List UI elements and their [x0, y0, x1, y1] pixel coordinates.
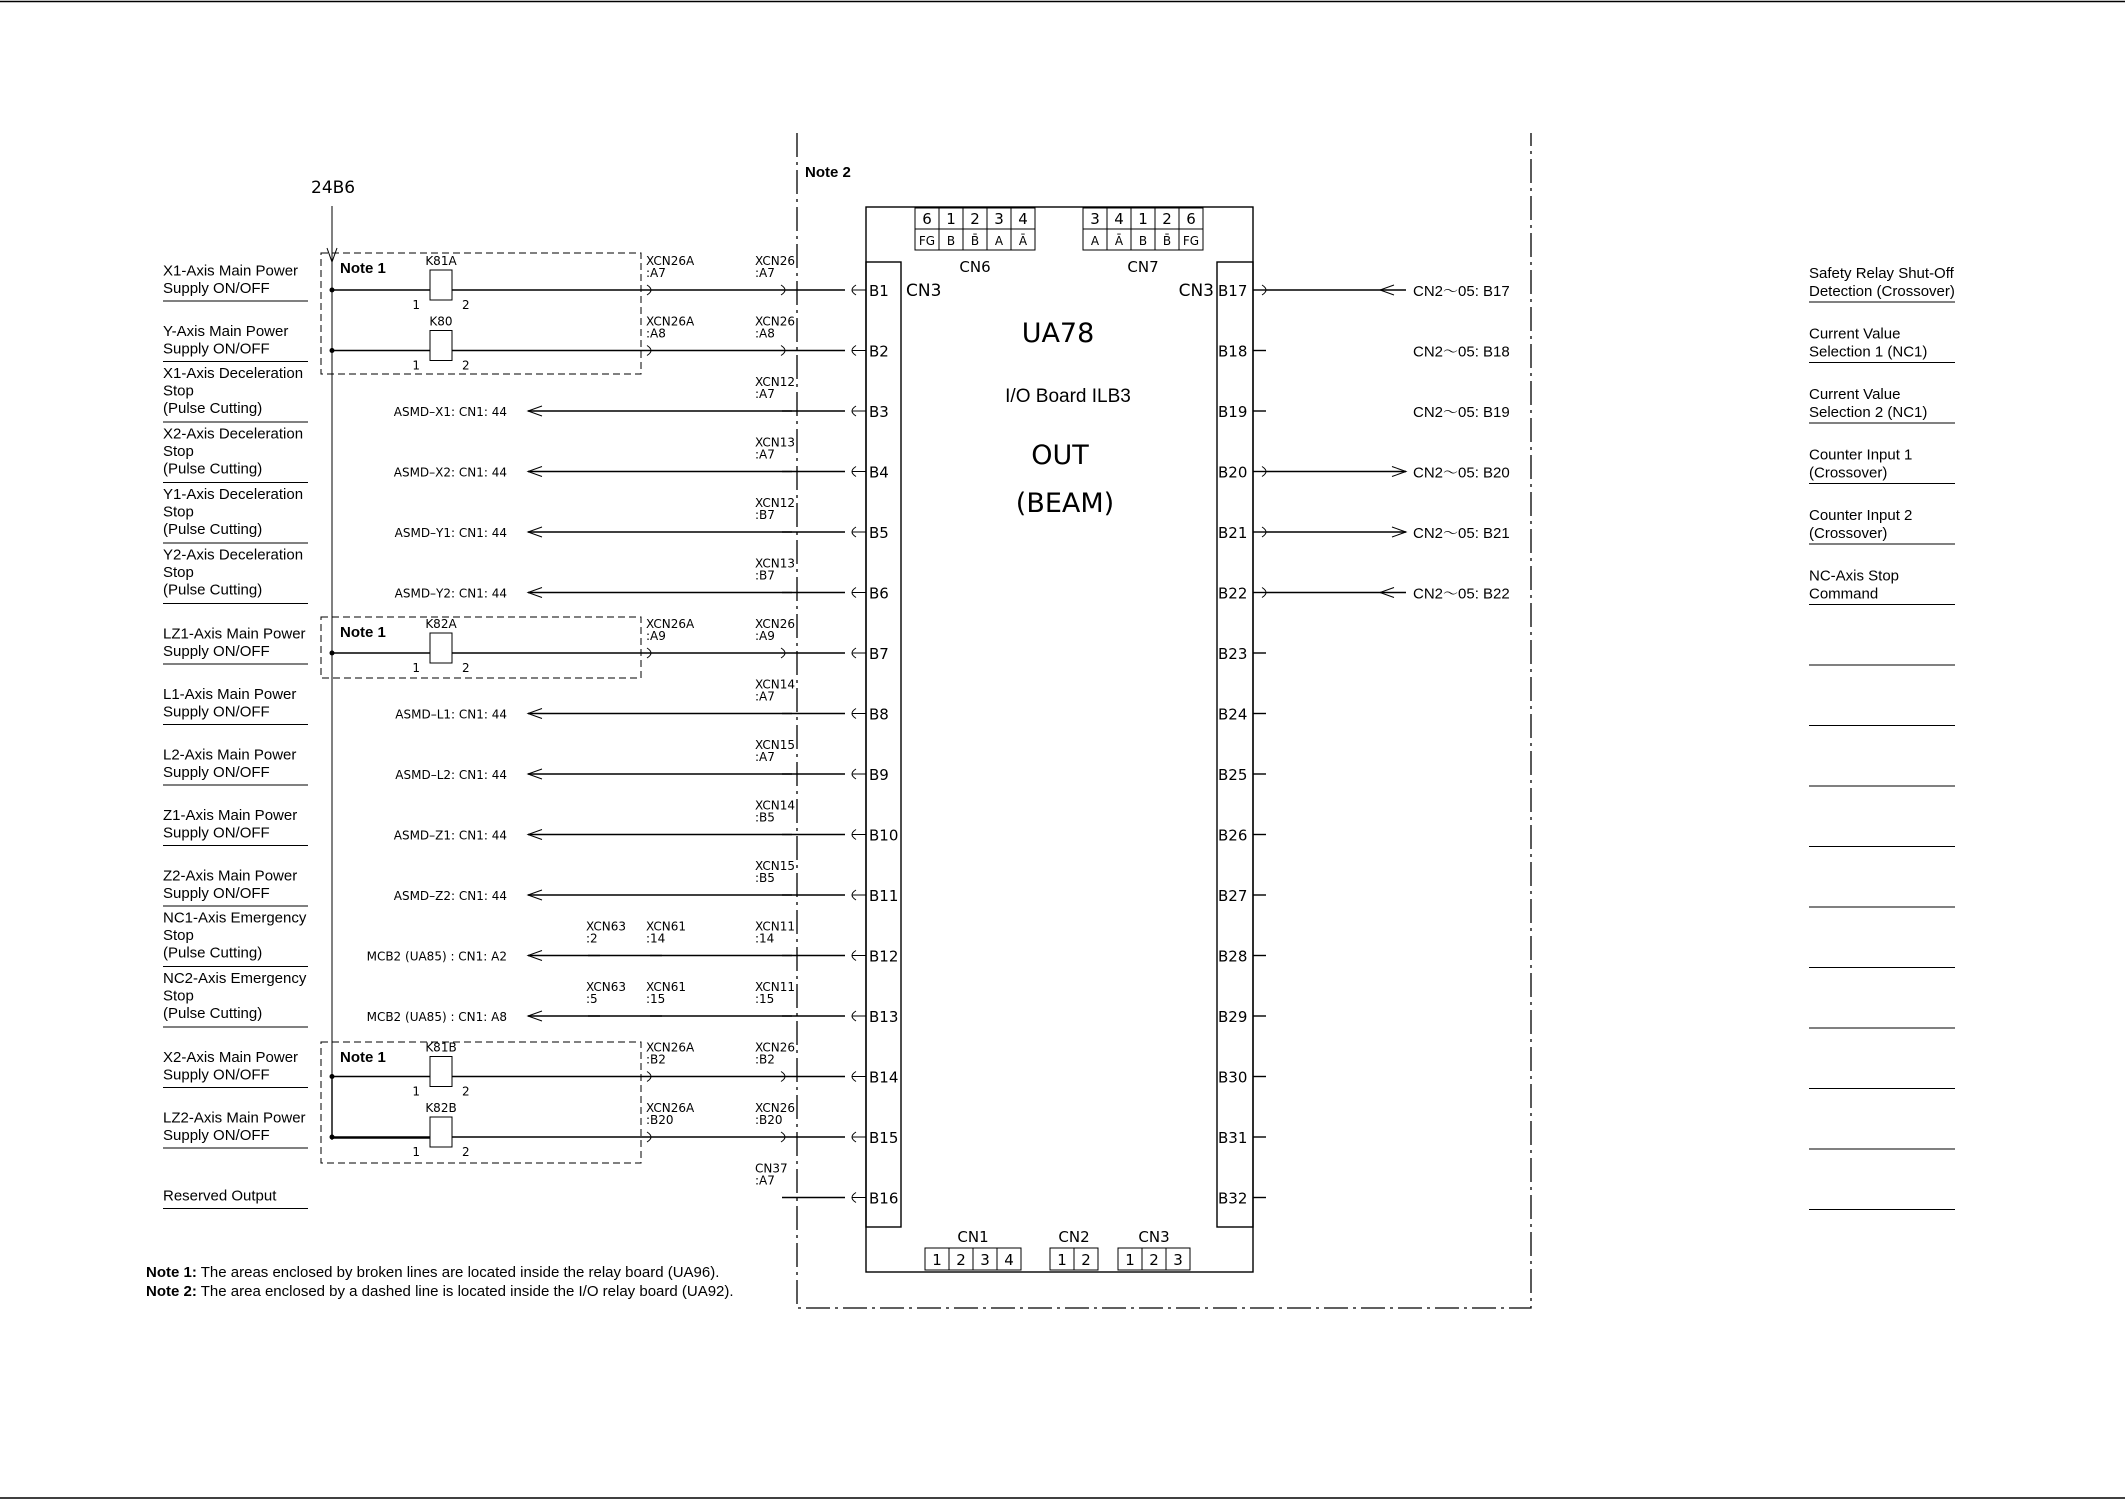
left-row-b9 — [395, 738, 866, 782]
label-line: Y2-Axis Deceleration — [163, 546, 304, 564]
connector-pin-ref: :B20 — [755, 1113, 783, 1127]
relay-name: K82B — [425, 1101, 457, 1115]
relay-coil — [430, 633, 452, 663]
connector-signal-name: A — [994, 234, 1004, 248]
connector-ref-a: XCN26A — [646, 254, 695, 268]
label-line: Selection 2 (NC1) — [1809, 404, 1928, 421]
right-row-b17 — [1253, 283, 1510, 300]
connector-pin-ref: :A8 — [755, 326, 775, 341]
connector-ref-mid: XCN61 — [646, 980, 686, 994]
connector-ref: XCN13 — [755, 556, 795, 571]
board-pin-b10: B10 — [869, 826, 899, 845]
board-group: (BEAM) — [1015, 488, 1115, 519]
connector-name: CN1 — [957, 1228, 989, 1246]
connector-pin-number: 2 — [1081, 1251, 1091, 1269]
board-pin-b6: B6 — [869, 584, 889, 603]
destination-ref: CN2～05: B20 — [1413, 464, 1510, 482]
connector-ref-a: XCN26A — [646, 617, 695, 631]
label-line: Z2-Axis Main Power — [163, 867, 298, 885]
board-id: UA78 — [1021, 318, 1095, 349]
connector-ref: XCN26 — [755, 1101, 795, 1115]
relay-pin-b: 2 — [462, 661, 470, 675]
connector-name: CN2 — [1058, 1228, 1090, 1246]
note1-footnote — [146, 1264, 719, 1281]
label-line: Supply ON/OFF — [163, 885, 270, 902]
label-line: LZ2-Axis Main Power — [163, 1109, 306, 1127]
left-signal-label — [163, 1188, 308, 1209]
connector-signal-name: FG — [918, 234, 936, 248]
left-row-b2 — [330, 315, 867, 356]
connector-signal-name: B — [946, 234, 956, 248]
left-row-b11 — [394, 859, 866, 903]
connector-ref: XCN12 — [755, 375, 795, 389]
board-pin-b24: B24 — [1218, 705, 1248, 724]
connector-pin-ref: :A7 — [755, 750, 775, 764]
connector-ref: CN37 — [755, 1161, 788, 1176]
left-row-b8 — [395, 678, 866, 722]
connector-pin-ref-mid: :14 — [646, 931, 666, 946]
destination-ref: CN2～05: B18 — [1413, 343, 1510, 361]
left-row-b15 — [330, 1101, 867, 1142]
right-row-b20 — [1253, 465, 1510, 482]
label-line: Supply ON/OFF — [163, 643, 270, 660]
destination-ref: CN2～05: B22 — [1413, 585, 1510, 603]
relay-coil — [430, 270, 452, 300]
connector-ref: XCN14 — [755, 677, 795, 692]
connector-pin-ref: :A7 — [755, 1173, 775, 1188]
board-pin-b2: B2 — [869, 342, 889, 361]
label-line: (Pulse Cutting) — [163, 400, 263, 417]
connector-ref: XCN13 — [755, 435, 795, 450]
connector-cn6 — [915, 208, 1035, 276]
connector-ref: XCN14 — [755, 798, 795, 813]
label-line: Detection (Crossover) — [1809, 283, 1955, 300]
destination-ref: ASMD–L1: CN1: 44 — [395, 707, 507, 722]
left-signal-label — [163, 263, 308, 302]
label-line: Stop — [163, 382, 194, 400]
board-pin-b23: B23 — [1218, 645, 1248, 663]
connector-name: CN7 — [1127, 258, 1159, 276]
relay-k80 — [412, 315, 469, 373]
label-line: Supply ON/OFF — [163, 1066, 270, 1084]
note1-zone-2 — [321, 617, 641, 678]
connector-pin-number: 1 — [1057, 1251, 1067, 1269]
label-line: X2-Axis Main Power — [163, 1049, 299, 1066]
connector-pin-number: 3 — [1173, 1251, 1183, 1269]
right-row-b21 — [1253, 525, 1510, 542]
connector-bottom-cn3 — [1118, 1228, 1190, 1270]
board-right-header: CN3 — [1178, 281, 1214, 301]
left-row-b10 — [394, 799, 866, 843]
left-signal-label — [163, 547, 308, 604]
note1-zone-1 — [321, 253, 641, 374]
connector-ref: XCN15 — [755, 738, 795, 752]
destination-ref: ASMD–Z1: CN1: 44 — [393, 828, 507, 843]
connector-signal-name: B — [1138, 234, 1148, 248]
left-signal-label — [163, 868, 308, 907]
board-left-header: CN3 — [906, 281, 942, 301]
connector-pin-number: 2 — [1162, 210, 1172, 228]
label-line: Safety Relay Shut-Off — [1809, 265, 1954, 282]
connector-pin-ref: :14 — [755, 931, 775, 946]
label-line: Stop — [163, 564, 194, 581]
left-row-b4 — [394, 436, 866, 480]
connector-pin-number: 1 — [1138, 210, 1148, 228]
left-row-b16 — [755, 1162, 866, 1203]
left-row-b13 — [367, 980, 866, 1024]
connector-ref: XCN26 — [755, 314, 795, 329]
label-line: (Pulse Cutting) — [163, 581, 263, 599]
label-line: LZ1-Axis Main Power — [163, 625, 306, 643]
relay-k82a — [412, 617, 469, 675]
label-line: Stop — [163, 987, 194, 1005]
note1-zone-3 — [321, 1042, 641, 1163]
destination-ref: CN2～05: B17 — [1413, 283, 1510, 300]
connector-pin-number: 1 — [946, 210, 956, 228]
label-line: X1-Axis Deceleration — [163, 365, 304, 382]
label-line: Z1-Axis Main Power — [163, 807, 298, 824]
junction-dot — [330, 651, 335, 656]
left-row-b5 — [395, 496, 866, 540]
board-pin-b32: B32 — [1218, 1189, 1248, 1208]
connector-signal-name: A — [1090, 234, 1100, 248]
label-line: Reserved Output — [163, 1187, 277, 1205]
left-signal-label — [163, 686, 308, 725]
right-signal-label — [1809, 507, 1955, 544]
connector-pin-number: 4 — [1114, 210, 1124, 228]
left-signal-label — [163, 747, 308, 786]
board-pin-b16: B16 — [869, 1189, 899, 1208]
label-line: X1-Axis Main Power — [163, 262, 299, 280]
connector-name: CN6 — [959, 258, 991, 276]
right-signal-label — [1809, 447, 1955, 484]
left-row-b3 — [394, 375, 866, 419]
relay-pin-a: 1 — [412, 298, 420, 312]
connector-signal-name: B̄ — [1162, 234, 1172, 248]
connector-ref-mid: XCN61 — [646, 919, 686, 934]
relay-pin-b: 2 — [462, 298, 470, 312]
connector-signal-name: Ā — [1114, 234, 1124, 248]
board-pin-b8: B8 — [869, 705, 889, 724]
label-line: Current Value — [1809, 325, 1901, 343]
label-line: (Crossover) — [1809, 525, 1888, 542]
relay-pin-a: 1 — [412, 1145, 420, 1159]
connector-ref-a: XCN26A — [646, 1101, 695, 1115]
connector-pin-number: 1 — [932, 1251, 942, 1269]
right-row-b22 — [1253, 586, 1510, 603]
label-line: NC1-Axis Emergency — [163, 909, 307, 927]
relay-name: K80 — [429, 314, 453, 329]
left-row-b1 — [330, 254, 867, 295]
left-signal-label — [163, 1049, 308, 1088]
relay-pin-b: 2 — [462, 1084, 470, 1099]
label-line: Supply ON/OFF — [163, 703, 270, 721]
note1-zone-tag: Note 1 — [340, 624, 386, 641]
connector-pin-ref: :A7 — [755, 387, 775, 401]
destination-ref: ASMD–X1: CN1: 44 — [393, 405, 507, 419]
connector-pin-number: 3 — [1090, 210, 1100, 228]
label-line: Selection 1 (NC1) — [1809, 343, 1928, 361]
note2-bold: Note 2: — [146, 1283, 197, 1300]
board-pin-b14: B14 — [869, 1068, 899, 1087]
connector-pin-ref-a: :B20 — [646, 1113, 674, 1127]
connector-signal-name: B̄ — [970, 234, 980, 248]
note1-zone-tag: Note 1 — [340, 260, 386, 277]
board-pin-b29: B29 — [1218, 1008, 1248, 1026]
label-line: Y-Axis Main Power — [163, 323, 289, 340]
left-signal-label — [163, 626, 308, 665]
left-signal-label — [163, 426, 308, 483]
right-signal-label — [1809, 386, 1955, 423]
connector-ref-a: XCN26A — [646, 1040, 695, 1055]
connector-ref: XCN15 — [755, 859, 795, 873]
label-line: (Pulse Cutting) — [163, 521, 263, 538]
connector-pin-number: 4 — [1018, 210, 1028, 228]
right-signal-label — [1809, 568, 1955, 605]
relay-coil — [430, 331, 452, 361]
connector-pin-number: 2 — [1149, 1251, 1159, 1269]
label-line: L1-Axis Main Power — [163, 686, 297, 703]
connector-pin-ref: :15 — [755, 992, 775, 1006]
note2-zone-tag: Note 2 — [805, 164, 851, 181]
connector-ref: XCN26 — [755, 1040, 795, 1055]
relay-name: K82A — [425, 617, 457, 631]
left-row-b12 — [367, 920, 866, 964]
right-row-b19 — [1253, 404, 1510, 421]
connector-name: CN3 — [1138, 1228, 1170, 1246]
right-signal-label — [1809, 326, 1955, 363]
connector-signal-name: FG — [1182, 234, 1200, 248]
label-line: (Pulse Cutting) — [163, 460, 263, 478]
board-direction: OUT — [1031, 440, 1089, 471]
connector-pin-ref: :A9 — [755, 629, 775, 643]
connector-pin-ref-mid: :2 — [586, 931, 598, 946]
connector-pin-ref: :A7 — [755, 447, 775, 462]
relay-name: K81B — [425, 1040, 457, 1055]
board-pin-b28: B28 — [1218, 947, 1248, 966]
relay-pin-a: 1 — [412, 358, 420, 373]
destination-ref: ASMD–Y1: CN1: 44 — [394, 526, 507, 540]
connector-pin-ref-mid: :15 — [646, 992, 666, 1006]
connector-pin-ref: :B5 — [755, 871, 775, 885]
connector-pin-ref-a: :A9 — [646, 629, 666, 643]
board-pin-b1: B1 — [869, 282, 889, 300]
label-line: Supply ON/OFF — [163, 764, 270, 781]
board-name: I/O Board ILB3 — [1005, 386, 1131, 407]
connector-pin-ref: :B2 — [755, 1052, 775, 1067]
right-row-b18 — [1253, 344, 1510, 361]
label-line: Supply ON/OFF — [163, 1127, 270, 1144]
connector-pin-ref-a: :A8 — [646, 326, 666, 341]
left-row-b6 — [395, 557, 866, 601]
board-pin-b12: B12 — [869, 947, 899, 966]
label-line: Stop — [163, 443, 194, 460]
connector-pin-ref: :B5 — [755, 810, 775, 825]
connector-ref-mid: XCN63 — [586, 919, 626, 934]
source-label: 24B6 — [311, 178, 356, 198]
relay-k81a — [412, 254, 469, 312]
connector-pin-ref-a: :B2 — [646, 1052, 666, 1067]
label-line: Supply ON/OFF — [163, 340, 270, 358]
label-line: Command — [1809, 585, 1879, 603]
connector-bottom-cn1 — [925, 1228, 1021, 1270]
destination-ref: ASMD–Z2: CN1: 44 — [393, 889, 507, 903]
label-line: Stop — [163, 927, 194, 944]
destination-ref: MCB2 (UA85) : CN1: A8 — [366, 1010, 507, 1024]
label-line: Current Value — [1809, 386, 1901, 403]
left-signal-label — [163, 365, 308, 422]
left-signal-label — [163, 910, 308, 967]
board-pin-b19: B19 — [1218, 403, 1248, 421]
connector-ref: XCN11 — [755, 980, 795, 994]
board-pin-b7: B7 — [869, 645, 889, 663]
left-signal-label — [163, 323, 308, 362]
connector-ref: XCN12 — [755, 496, 795, 510]
relay-k81b — [412, 1041, 469, 1099]
right-signal-label — [1809, 265, 1955, 302]
label-line: (Pulse Cutting) — [163, 1005, 263, 1022]
junction-dot — [330, 348, 335, 353]
destination-ref: CN2～05: B19 — [1413, 404, 1510, 421]
board-pin-b15: B15 — [869, 1129, 899, 1147]
label-line: NC2-Axis Emergency — [163, 970, 307, 987]
left-row-b14 — [330, 1041, 867, 1082]
board-pin-b9: B9 — [869, 766, 889, 784]
note1-zone-tag: Note 1 — [340, 1049, 386, 1066]
connector-pin-number: 2 — [956, 1251, 966, 1269]
board-pin-b17: B17 — [1218, 282, 1248, 300]
relay-k82b — [412, 1101, 469, 1159]
label-line: Supply ON/OFF — [163, 280, 270, 297]
connector-ref: XCN11 — [755, 919, 795, 934]
connector-pin-ref: :B7 — [755, 508, 775, 522]
relay-coil — [430, 1117, 452, 1147]
note1-bold: Note 1: — [146, 1264, 197, 1281]
junction-dot — [330, 288, 335, 293]
left-row-b7 — [330, 617, 867, 658]
board-pin-b3: B3 — [869, 403, 889, 421]
relay-pin-b: 2 — [462, 1145, 470, 1159]
connector-pin-ref-mid: :5 — [586, 992, 598, 1006]
label-line: X2-Axis Deceleration — [163, 425, 304, 443]
label-line: Stop — [163, 503, 194, 521]
label-line: (Crossover) — [1809, 464, 1888, 482]
relay-pin-a: 1 — [412, 1084, 420, 1099]
io-board-ilb3 — [866, 207, 1253, 1272]
connector-signal-name: Ā — [1018, 234, 1028, 248]
board-pin-b27: B27 — [1218, 887, 1248, 905]
label-line: Supply ON/OFF — [163, 824, 270, 842]
label-line: (Pulse Cutting) — [163, 944, 263, 962]
board-pin-b26: B26 — [1218, 826, 1248, 845]
destination-ref: MCB2 (UA85) : CN1: A2 — [366, 949, 507, 964]
connector-pin-ref: :A7 — [755, 266, 775, 280]
board-pin-b22: B22 — [1218, 584, 1248, 603]
board-pin-b30: B30 — [1218, 1068, 1248, 1087]
board-pin-b20: B20 — [1218, 463, 1248, 482]
connector-pin-number: 6 — [922, 210, 932, 228]
label-line: Y1-Axis Deceleration — [163, 486, 304, 503]
label-line: NC-Axis Stop — [1809, 567, 1900, 585]
connector-pin-number: 4 — [1004, 1251, 1014, 1269]
board-pin-b11: B11 — [869, 887, 899, 905]
label-line: L2-Axis Main Power — [163, 746, 297, 764]
board-pin-b21: B21 — [1218, 524, 1248, 542]
connector-ref-mid: XCN63 — [586, 980, 626, 994]
destination-ref: ASMD–X2: CN1: 44 — [393, 465, 507, 480]
label-line: Counter Input 1 — [1809, 446, 1913, 464]
connector-pin-number: 3 — [994, 210, 1004, 228]
left-signal-label — [163, 970, 308, 1027]
note2-footnote — [146, 1283, 734, 1300]
connector-ref: XCN26 — [755, 254, 795, 268]
left-signal-label — [163, 807, 308, 846]
relay-pin-b: 2 — [462, 358, 470, 373]
note2-text: The area enclosed by a dashed line is located inside the I/O relay board (UA92). — [200, 1283, 734, 1300]
connector-bottom-cn2 — [1050, 1228, 1098, 1270]
destination-ref: ASMD–Y2: CN1: 44 — [394, 586, 507, 601]
destination-ref: ASMD–L2: CN1: 44 — [395, 768, 507, 782]
connector-pin-number: 2 — [970, 210, 980, 228]
board-pin-b18: B18 — [1218, 342, 1248, 361]
connector-pin-ref: :B7 — [755, 568, 775, 583]
board-pin-b31: B31 — [1218, 1129, 1248, 1147]
label-line: Counter Input 2 — [1809, 507, 1913, 524]
board-pin-b13: B13 — [869, 1008, 899, 1026]
relay-pin-a: 1 — [412, 661, 420, 675]
connector-pin-number: 1 — [1125, 1251, 1135, 1269]
connector-cn7 — [1083, 208, 1203, 276]
connector-ref: XCN26 — [755, 617, 795, 631]
connector-pin-ref: :A7 — [755, 689, 775, 704]
board-pin-b5: B5 — [869, 524, 889, 542]
left-signal-label — [163, 486, 308, 543]
board-pin-b25: B25 — [1218, 766, 1248, 784]
connector-pin-number: 3 — [980, 1251, 990, 1269]
destination-ref: CN2～05: B21 — [1413, 525, 1510, 542]
relay-coil — [430, 1057, 452, 1087]
connector-ref-a: XCN26A — [646, 314, 695, 329]
left-signal-label — [163, 1110, 308, 1149]
note2-zone-boundary — [797, 133, 1531, 1308]
connector-pin-ref-a: :A7 — [646, 266, 666, 280]
relay-name: K81A — [425, 254, 457, 268]
note1-text: The areas enclosed by broken lines are located inside the relay board (UA96). — [200, 1264, 720, 1281]
connector-pin-number: 6 — [1186, 210, 1196, 228]
board-pin-b4: B4 — [869, 463, 889, 482]
